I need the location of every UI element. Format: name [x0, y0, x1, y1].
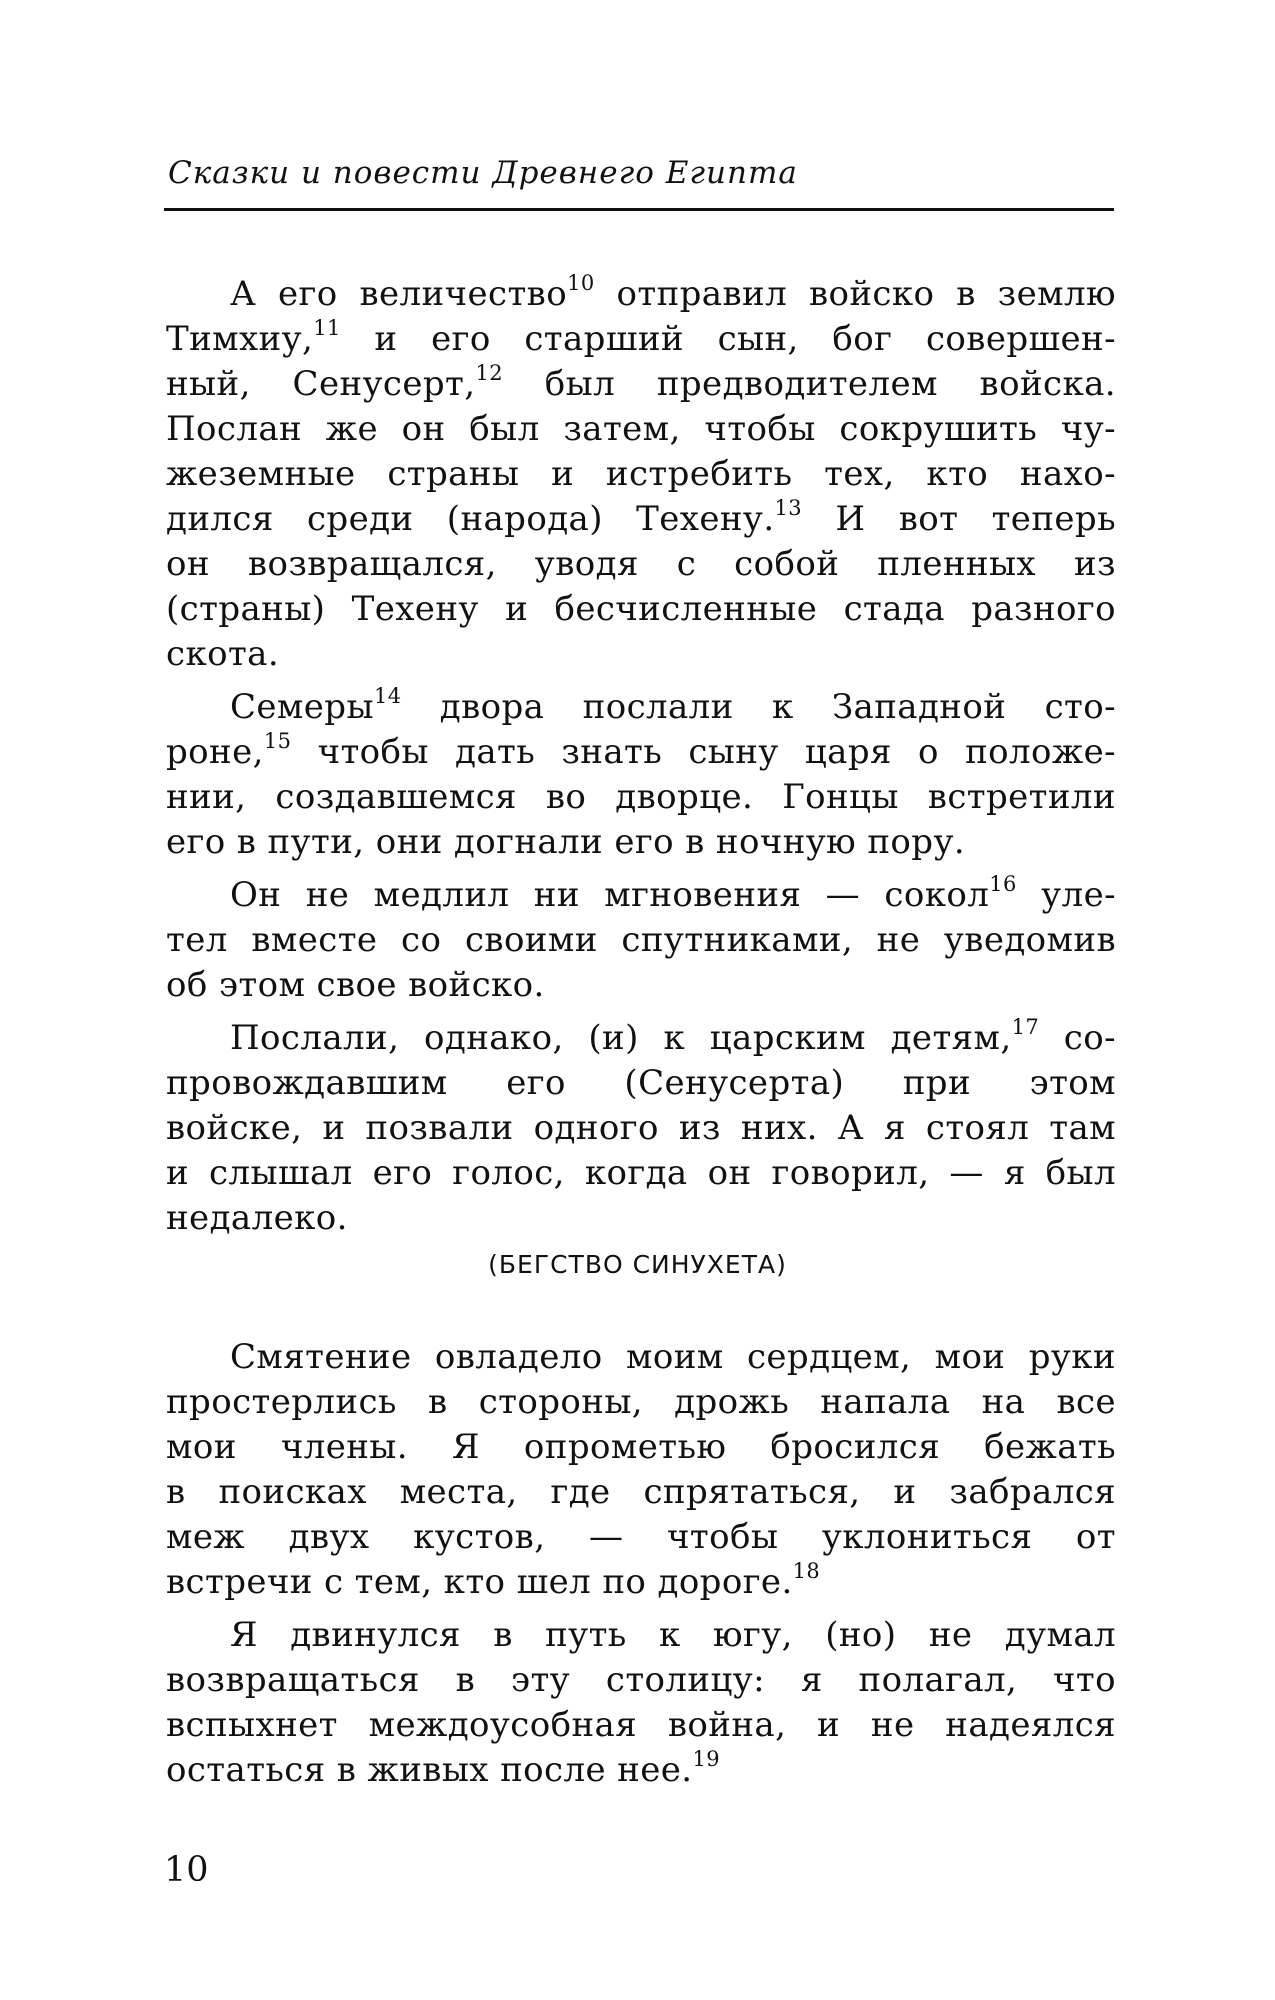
- line-text: со-: [1063, 1018, 1116, 1058]
- line-text: его в пути, они догнали его в ночную пору.: [166, 822, 966, 862]
- text-line: [166, 587, 1116, 632]
- line-text: чтобы дать знать сыну царя о положе-: [317, 732, 1116, 772]
- line-text: Смятение овладело моим сердцем, мои руки: [230, 1337, 1116, 1377]
- line-text: в поисках места, где спрятаться, и забрался: [166, 1472, 1116, 1512]
- footnote-ref[interactable]: 10: [567, 271, 595, 295]
- running-head: Сказки и повести Древнего Египта: [168, 155, 798, 191]
- line-text: меж двух кустов, — чтобы уклониться от: [166, 1517, 1116, 1557]
- footnote-ref[interactable]: 14: [373, 684, 402, 708]
- paragraph: [166, 685, 1116, 865]
- line-text: мои члены. Я опрометью бросился бежать: [166, 1427, 1116, 1467]
- text-line: [166, 775, 1116, 820]
- footnote-ref[interactable]: 18: [792, 1559, 821, 1583]
- text-line: [166, 963, 1116, 1008]
- header-rule: [164, 208, 1114, 211]
- text-line: [166, 1061, 1116, 1106]
- line-text: Тимхиу,: [166, 319, 314, 359]
- line-text: А его величество: [230, 274, 568, 314]
- line-text: и его старший сын, бог совершен-: [374, 319, 1116, 359]
- text-line: [166, 1560, 1116, 1605]
- text-line: [166, 542, 1116, 587]
- paragraph: [166, 1613, 1116, 1793]
- footnote-ref[interactable]: 12: [475, 361, 504, 385]
- text-line: [166, 1196, 1116, 1241]
- text-line: [166, 1748, 1116, 1793]
- line-text: вспыхнет междоусобная война, и не надеялся: [166, 1705, 1116, 1745]
- line-text: был предводителем войска.: [544, 364, 1116, 404]
- text-line: [166, 1016, 1116, 1061]
- text-line: [166, 1425, 1116, 1470]
- paragraph: [166, 1016, 1116, 1241]
- line-text: об этом свое войско.: [166, 965, 545, 1005]
- text-line: [166, 873, 1116, 918]
- line-text: провождавшим его (Сенусерта) при этом: [166, 1063, 1116, 1103]
- text-line: [166, 730, 1116, 775]
- text-block-part1: [166, 272, 1116, 1241]
- paragraph: [166, 272, 1116, 677]
- line-text: И вот теперь: [835, 499, 1116, 539]
- text-line: [166, 1703, 1116, 1748]
- text-line: [166, 632, 1116, 677]
- line-text: двора послали к Западной сто-: [439, 687, 1116, 727]
- line-text: и слышал его голос, когда он говорил, — я был: [166, 1153, 1116, 1193]
- footnote-ref[interactable]: 16: [989, 872, 1017, 896]
- page-number: 10: [164, 1850, 209, 1890]
- line-text: Послан же он был затем, чтобы сокрушить чу-: [166, 409, 1116, 449]
- text-line: [166, 497, 1116, 542]
- line-text: ный, Сенусерт,: [166, 364, 476, 404]
- line-text: Я двинулся в путь к югу, (но) не думал: [230, 1615, 1116, 1655]
- line-text: недалеко.: [166, 1198, 348, 1238]
- line-text: уле-: [1041, 875, 1116, 915]
- footnote-ref[interactable]: 19: [692, 1747, 721, 1771]
- line-text: нии, создавшемся во дворце. Гонцы встретили: [166, 777, 1116, 817]
- line-text: простерлись в стороны, дрожь напала на все: [166, 1382, 1116, 1422]
- line-text: Послали, однако, (и) к царским детям,: [230, 1018, 1012, 1058]
- footnote-ref[interactable]: 13: [774, 496, 803, 520]
- footnote-ref[interactable]: 11: [313, 316, 341, 340]
- line-text: отправил войско в землю: [616, 274, 1116, 314]
- paragraph: [166, 1335, 1116, 1605]
- text-line: [166, 1106, 1116, 1151]
- text-line: [166, 1658, 1116, 1703]
- line-text: дился среди (народа) Техену.: [166, 499, 775, 539]
- text-line: [166, 452, 1116, 497]
- text-line: [166, 362, 1116, 407]
- line-text: войске, и позвали одного из них. А я стоял там: [166, 1108, 1116, 1148]
- text-line: [166, 1151, 1116, 1196]
- text-line: [166, 272, 1116, 317]
- line-text: тел вместе со своими спутниками, не уведомив: [166, 920, 1116, 960]
- line-text: Семеры: [230, 687, 374, 727]
- line-text: жеземные страны и истребить тех, кто нахо-: [166, 454, 1116, 494]
- footnote-ref[interactable]: 17: [1011, 1015, 1040, 1039]
- text-block-part2: [166, 1335, 1116, 1793]
- line-text: скота.: [166, 634, 280, 674]
- text-line: [166, 317, 1116, 362]
- text-line: [166, 685, 1116, 730]
- text-line: [166, 1613, 1116, 1658]
- line-text: остаться в живых после нее.: [166, 1750, 693, 1790]
- line-text: роне,: [166, 732, 264, 772]
- text-line: [166, 820, 1116, 865]
- line-text: Он не медлил ни мгновения — сокол: [230, 875, 990, 915]
- text-line: [166, 1380, 1116, 1425]
- line-text: он возвращался, уводя с собой пленных из: [166, 544, 1116, 584]
- text-line: [166, 918, 1116, 963]
- line-text: возвращаться в эту столицу: я полагал, что: [166, 1660, 1116, 1700]
- line-text: (страны) Техену и бесчисленные стада разного: [166, 589, 1116, 629]
- paragraph: [166, 873, 1116, 1008]
- text-line: [166, 407, 1116, 452]
- section-heading: (БЕГСТВО СИНУХЕТА): [488, 1250, 787, 1279]
- text-line: [166, 1335, 1116, 1380]
- footnote-ref[interactable]: 15: [263, 729, 292, 753]
- line-text: встречи с тем, кто шел по дороге.: [166, 1562, 793, 1602]
- text-line: [166, 1470, 1116, 1515]
- text-line: [166, 1515, 1116, 1560]
